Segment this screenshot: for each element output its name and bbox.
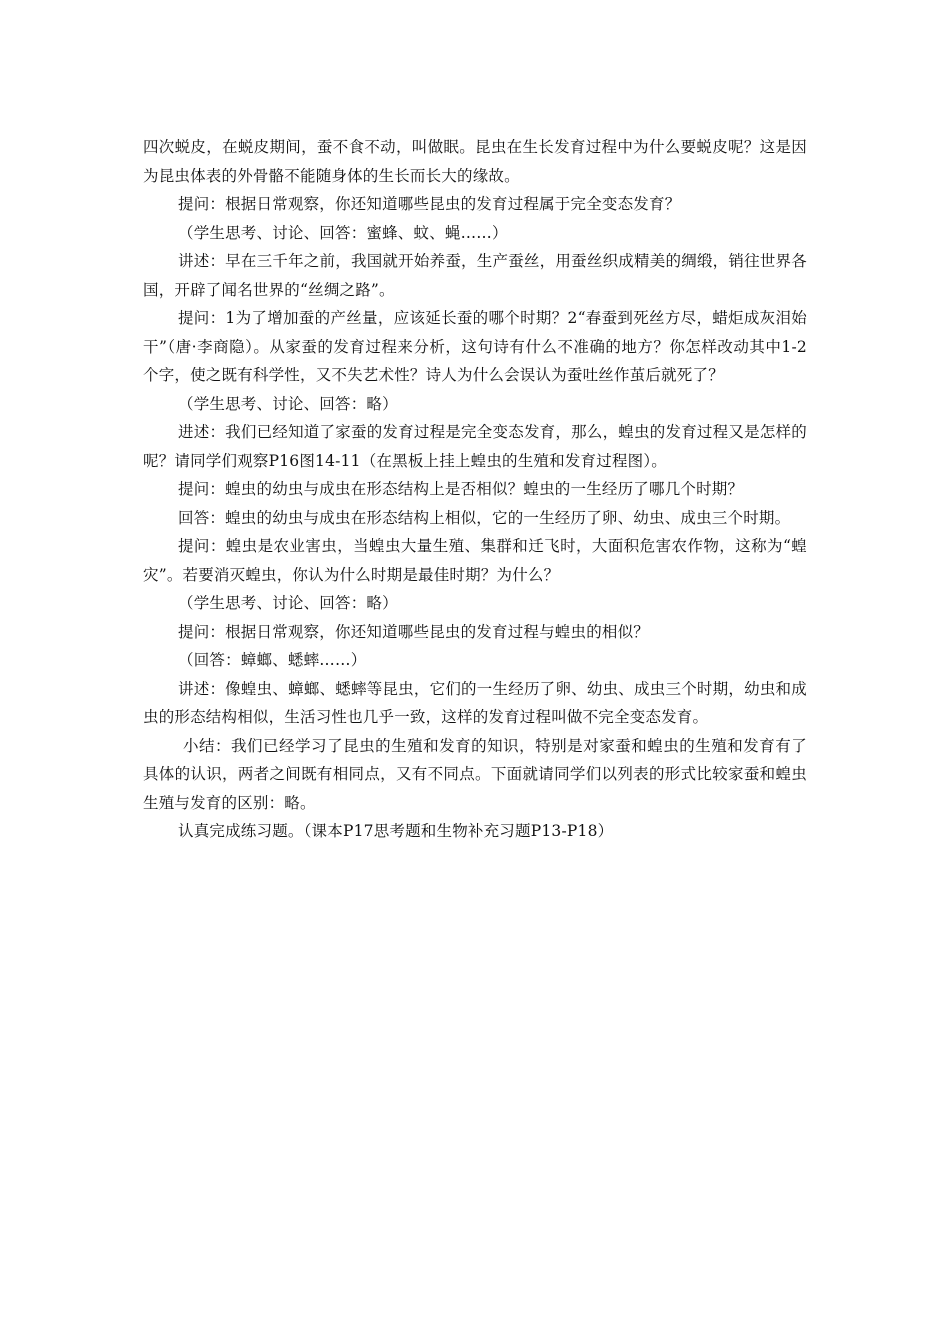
document-body [143,133,807,846]
paragraph-student-answer-3: （学生思考、讨论、回答：略） [178,594,398,612]
paragraph-question-similar-insects: 提问：根据日常观察，你还知道哪些昆虫的发育过程与蝗虫的相似？ [178,622,650,641]
paragraph-answer-similar-insects: （回答：蟑螂、蟋蟀……） [178,651,367,669]
paragraph-answer-locust-stages: 回答：蝗虫的幼虫与成虫在形态结构上相似，它的一生经历了卵、幼虫、成虫三个时期。 [178,508,791,527]
paragraph-molting: 四次蜕皮，在蜕皮期间，蚕不食不动，叫做眠。昆虫在生长发育过程中为什么要蜕皮呢？这是因为昆虫体表的外骨骼不能随身体的生长而长大的缘故。 [143,138,807,185]
paragraph-question-silk-poem: 提问：1为了增加蚕的产丝量，应该延长蚕的哪个时期？2“春蚕到死丝方尽，蜡炬成灰泪始干”（唐·李商隐）。从家蚕的发育过程来分析，这句诗有什么不准确的地方？你怎样改动其中1-2个字，使之既有科学性，又不失艺术性？诗人为什么会误认为蚕吐丝作茧后就死了？ [143,309,807,384]
paragraph-silk-road: 讲述：早在三千年之前，我国就开始养蚕，生产蚕丝，用蚕丝织成精美的绸缎，销往世界各国，开辟了闻名世界的“丝绸之路”。 [143,252,807,299]
paragraph-incomplete-metamorphosis: 讲述：像蝗虫、蟑螂、蟋蟀等昆虫，它们的一生经历了卵、幼虫、成虫三个时期，幼虫和成虫的形态结构相似，生活习性也几乎一致，这样的发育过程叫做不完全变态发育。 [143,679,807,726]
paragraph-question-locust-stages: 提问：蝗虫的幼虫与成虫在形态结构上是否相似？蝗虫的一生经历了哪几个时期？ [178,480,744,498]
paragraph-student-answer-1: （学生思考、讨论、回答：蜜蜂、蚊、蝇……） [178,223,508,242]
paragraph-locust-intro: 进述：我们已经知道了家蚕的发育过程是完全变态发育，那么，蝗虫的发育过程又是怎样的呢？请同学们观察P16图14-11（在黑板上挂上蝗虫的生殖和发育过程图）。 [143,423,807,470]
paragraph-question-locust-plague: 提问：蝗虫是农业害虫，当蝗虫大量生殖、集群和迁飞时，大面积危害农作物，这称为“蝗灾”。若要消灭蝗虫，你认为什么时期是最佳时期？为什么？ [143,537,807,584]
paragraph-question-complete-metamorphosis: 提问：根据日常观察，你还知道哪些昆虫的发育过程属于完全变态发育？ [178,195,681,213]
paragraph-exercises: 认真完成练习题。（课本P17思考题和生物补充习题P13-P18） [178,822,614,840]
paragraph-summary: 小结：我们已经学习了昆虫的生殖和发育的知识，特别是对家蚕和蝗虫的生殖和发育有了具体的认识，两者之间既有相同点，又有不同点。下面就请同学们以列表的形式比较家蚕和蝗虫生殖与发育的区别：略。 [143,736,807,812]
paragraph-student-answer-2: （学生思考、讨论、回答：略） [178,394,398,413]
